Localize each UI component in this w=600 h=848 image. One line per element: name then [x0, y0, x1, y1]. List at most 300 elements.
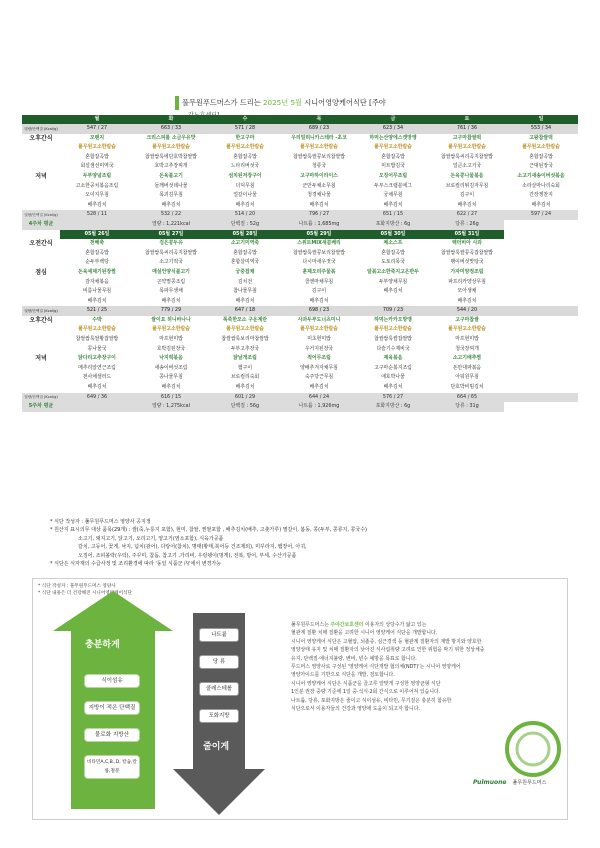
dinner-cell: 군만두채소무침	[302, 182, 336, 189]
kcal-cell: 597 / 24	[504, 210, 578, 220]
drink-cell: 풀무원고소한칼슘	[152, 144, 190, 151]
day-header: 토	[430, 115, 504, 124]
dinner-row	[22, 383, 578, 393]
dinner-cell: 돈육불고기	[159, 172, 183, 179]
dinner-cell: 소고기새송이버섯볶음	[517, 172, 565, 179]
dinner-cell: 고구마하이라이스	[300, 172, 338, 179]
lunch-cell: 찹쌀쌈룩쌀콩보리찹쌀밥	[293, 249, 345, 256]
dinner-cell: 두부양념조림	[82, 172, 112, 179]
lunch-cell: 가자미양정조림	[450, 268, 484, 275]
dinner-row	[22, 153, 578, 163]
drink-cell: 풀무원고소한칼슘	[226, 326, 264, 333]
dinner-row	[22, 201, 578, 211]
blank-cell	[504, 249, 578, 259]
day-header-row	[22, 115, 578, 124]
kcal-cell: 547 / 27	[60, 124, 134, 134]
date-header-row	[22, 230, 578, 240]
dinner-kcal-row	[22, 393, 578, 403]
avg-label: 5주차 평균	[22, 402, 60, 412]
snack-cell: 사과두부도너츠미니	[297, 316, 341, 323]
note-origin-meat: 소고기, 돼지고기, 닭고기, 오리고기, 양고기(염소포함), 식육가공품	[78, 535, 224, 542]
meal-menu-table	[22, 115, 578, 412]
blank-cell	[60, 402, 134, 412]
more-item-fiber: 식이섬유	[84, 674, 140, 688]
drink-cell: 풀무원고소한칼슘	[226, 144, 264, 151]
dinner-cell: 배추김치	[309, 201, 329, 208]
snack-cell: 수박	[92, 316, 102, 323]
avg-cell: 단백질 : 56g	[208, 402, 282, 412]
blank-label	[22, 335, 60, 345]
dinner-cell: 들깨버섯데나물	[154, 182, 188, 189]
dinner-cell: 얼갈이나물	[233, 192, 257, 199]
less-label: 줄이게	[203, 742, 230, 752]
pm-snack-row	[22, 316, 578, 326]
dinner-cell: 우거지된장국	[304, 345, 334, 352]
dinner-cell: 회설샘선미역국	[80, 163, 114, 170]
lunch-cell: 알볶고소한죽지고은반두	[367, 268, 419, 275]
infographic-body: 풀무원푸드머스는 주야간보호센터 이용자의 상당수가 앓고 있는 혈관계 질환 치매 질환을 고려한 시니어 영양케어 식단을 개발합니다. 시니어 영양케어 식단은 고혈압, 뇌졸증, 심근경색 등 혈관계 질환자의 재발 방지와 양호한 영양상태 유지 및 치매 질환자의 낮아진 식사섭취량 고려로 인한 위험을 막기 위한 정상체중 유지, 단백질·에너지불량, 변비, 빈수 예방을 목표로 합니다. 푸드머스 영양사로 구성된 '영양케어 식단개발 협의체(NDT)'는 시니어 영양케어 영양가이드를 기반으로 식단을 개발, 검토합니다. 시니어 영양케어 식단은 식품군을 골고루 알맞게 구성한 영양균형 식단 1인분 권장 중량 기준에 1일 중·석식·2회 간식으로 이루어져 있습니다. 나트륨, 당류, 포화지방은 줄이고 식이섬유, 비타민, 무기질은 충분히 함유한 식단으로서 이용자들의 건강과 영양에 도움이 되고자 합니다.	[291, 622, 485, 713]
dinner-cell: 청국장찌개	[455, 345, 479, 352]
kcal-cell: 796 / 27	[282, 210, 356, 220]
dinner-cell: 돈육콩나물볶음	[450, 172, 484, 179]
avg-cell: 당류 : 26g	[430, 220, 504, 230]
blank-cell	[504, 287, 578, 297]
lunch-cell: 배추김치	[161, 297, 181, 304]
dinner-cell: 마프현미밥	[159, 336, 183, 343]
more-item-vitamins: 비타민A,C,B.,D, 칼슘,칼륨,철분	[84, 755, 140, 779]
dinner-cell: 청류국	[311, 163, 327, 170]
lunch-cell: 두부양채무침	[378, 278, 408, 285]
less-item-sugar: 당 류	[199, 655, 239, 669]
dinner-cell: 배추김치	[383, 201, 403, 208]
blank-label	[22, 345, 60, 355]
dinner-cell: 아워원무침	[455, 374, 479, 381]
dinner-cell: 양배추겨자채무침	[300, 364, 338, 371]
kcal-cell: 623 / 34	[356, 124, 430, 134]
lunch-row	[22, 287, 578, 297]
avg-cell: 나트륨 : 1,926mg	[282, 402, 356, 412]
date-header: 05월 27일	[134, 230, 208, 240]
snack-cell: 천혜축	[89, 240, 105, 247]
dinner-cell: 간장쟁찬지	[529, 192, 553, 199]
kcal-cell: 521 / 25	[60, 306, 134, 316]
dinner-cell: 배추김치	[235, 384, 255, 391]
dinner-cell: 닭날개조림	[233, 355, 257, 362]
drink-cell: 풀무원고소한칼슘	[78, 144, 116, 151]
kcal-cell: 601 / 29	[208, 393, 282, 403]
dinner-cell: 미트밥김국	[381, 163, 405, 170]
dinner-cell: 호박고추장찌개	[154, 163, 188, 170]
lunch-cell: 순두부백탕	[85, 259, 109, 266]
snack-cell: 고구마찹쌀떡	[452, 134, 482, 141]
dinner-cell: 메추리알연근조림	[78, 364, 116, 371]
dinner-cell: 혼합잡곡밥	[529, 153, 553, 160]
avg-cell: 단백질 : 52g	[208, 220, 282, 230]
dinner-cell: 햄구이	[237, 364, 253, 371]
dinner-cell: 배추김치	[161, 384, 181, 391]
pm-snack-label: 오후간식	[29, 134, 53, 142]
snack-cell: 소고기미역죽	[230, 240, 260, 247]
kcal-cell: 663 / 33	[134, 124, 208, 134]
dinner-cell: 찹쌀쌈룩에단호박찹쌀밥	[145, 153, 197, 160]
date-header: 05월 26일	[60, 230, 134, 240]
dinner-cell: 궁채무침	[383, 192, 403, 199]
blank-cell	[504, 258, 578, 268]
dinner-cell: 청경채나물	[307, 192, 331, 199]
dinner-cell: 더덕무침	[235, 182, 255, 189]
blank-label	[22, 153, 60, 163]
dinner-cell: 콩나물무침	[159, 374, 183, 381]
dinner-cell: 근대된장국	[529, 163, 553, 170]
drink-cell: 풀무원고소한칼슘	[448, 326, 486, 333]
dinner-row	[22, 354, 578, 364]
drink-cell: 풀무원고소한칼슘	[374, 144, 412, 151]
lunch-cell: 참나물무침	[233, 288, 257, 295]
menu-corner	[22, 115, 60, 124]
dinner-cell: 배추김치	[235, 201, 255, 208]
lunch-cell: 배추김치	[87, 297, 107, 304]
dinner-label: 저녁	[35, 172, 47, 180]
lunch-cell: 배추김치	[235, 297, 255, 304]
kcal-cell: 616 / 15	[134, 393, 208, 403]
arrow-graphic	[33, 579, 283, 819]
blank-label	[22, 143, 60, 153]
kcal-row	[22, 124, 578, 134]
dinner-cell: 소라살마나리숙회	[522, 182, 560, 189]
date-header: 05월 31일	[430, 230, 504, 240]
title-accent-bar	[175, 96, 179, 110]
lunch-cell: 목파무생채	[159, 288, 183, 295]
dinner-cell: 혼합잡곡밥	[85, 153, 109, 160]
lunch-cell: 혼합잡곡밥	[233, 249, 257, 256]
kcal-cell: 532 / 22	[134, 210, 208, 220]
dinner-cell: 돈만대파볶음	[452, 364, 482, 371]
brand-logo	[473, 779, 546, 786]
dinner-cell: 배추김치	[87, 384, 107, 391]
blank-cell	[504, 316, 578, 326]
snack-cell: 쌀이요 허니바나나	[151, 316, 191, 323]
drink-cell: 풀무원고소한칼슘	[448, 144, 486, 151]
snack-cell: 하먹는산양에스캣망앵	[369, 134, 417, 141]
blank-cell	[504, 306, 578, 316]
drink-cell: 풀무원고소한칼슘	[152, 326, 190, 333]
avg-label: 4주차 평균	[22, 220, 60, 230]
blank-cell	[504, 335, 578, 345]
blank-cell	[504, 268, 578, 278]
day-header: 금	[356, 115, 430, 124]
kcal-label: 열량/단백질 (Kcal/g)	[22, 393, 60, 403]
dinner-cell: 배추김치	[383, 384, 403, 391]
snack-cell: 크리스피롤 소금우유맛	[146, 134, 196, 141]
blank-label	[22, 287, 60, 297]
lunch-cell: 찹쌀쌈룩씨리곡지찹쌀밥	[145, 249, 197, 256]
blank-cell	[504, 325, 578, 335]
blank-label	[22, 249, 60, 259]
snack-cell: 렉터비아 사과	[451, 240, 483, 247]
avg-cell: 열량 : 1,275kcal	[134, 402, 208, 412]
avg-cell: 열량 : 1,221kcal	[134, 220, 208, 230]
dinner-cell: 적어무조림	[307, 355, 331, 362]
blank-label	[22, 258, 60, 268]
blank-label	[22, 373, 60, 383]
dinner-cell: 호박김된장국	[156, 345, 186, 352]
dinner-row	[22, 364, 578, 374]
dinner-cell: 숙주당근무침	[304, 374, 334, 381]
blank-cell	[60, 220, 134, 230]
more-item-protein: 지방이 적은 단백질	[84, 701, 140, 715]
dinner-cell: 천사채샐러드	[82, 374, 112, 381]
snack-cell: 체소스프	[383, 240, 403, 247]
blank-label	[22, 364, 60, 374]
dinner-kcal-row	[22, 210, 578, 220]
more-label: 충분하게	[85, 640, 120, 650]
dinner-cell: 배추김치	[87, 201, 107, 208]
kcal-row	[22, 306, 578, 316]
kcal-cell: 698 / 23	[282, 306, 356, 316]
lunch-cell: 배추김치	[383, 288, 403, 295]
blank-label	[22, 201, 60, 211]
drink-cell: 풀무원고소한칼슘	[374, 326, 412, 333]
dinner-cell: 새송이버섯조림	[154, 364, 188, 371]
snack-cell: 폭죽한모소 구운계란	[222, 316, 268, 323]
note-origin-fish-2: 오징어, 조피볼락(우럭), 주꾸미, 참돔, 참고기 ,가리비, 우렁쉥이(멍게), 전복, 방어, 부세, 수산가공품	[78, 552, 297, 559]
pm-drink-row	[22, 143, 578, 153]
lunch-row	[22, 297, 578, 307]
dinner-cell: 닭다리고추장구이	[78, 355, 116, 362]
dinner-cell: 찹쌀쌈룩쌀콩보리찹쌀밥	[293, 153, 345, 160]
dinner-cell: 마프현미밥	[455, 336, 479, 343]
dinner-cell: 배추김치	[161, 201, 181, 208]
dinner-cell: 고구마순볶지조림	[374, 364, 412, 371]
lunch-row	[22, 249, 578, 259]
kcal-cell: 544 / 20	[430, 306, 504, 316]
dinner-cell: 콩나물국	[87, 345, 107, 352]
kcal-cell: 576 / 27	[356, 393, 430, 403]
kcal-cell: 779 / 29	[134, 306, 208, 316]
day-header: 일	[504, 115, 578, 124]
lunch-cell: 모아생채	[457, 288, 477, 295]
am-snack-row	[22, 239, 578, 249]
kcal-cell: 649 / 36	[60, 393, 134, 403]
kcal-label: 열량/단백질 (Kcal/g)	[22, 306, 60, 316]
snack-cell: 한고구마	[235, 134, 255, 141]
lunch-cell: 찹쌀쌈룩쌀콩곡잡찹쌀밥	[441, 249, 493, 256]
day-header: 월	[60, 115, 134, 124]
lunch-cell: 김치전	[237, 278, 253, 285]
dinner-cell: 소고기배추찜	[452, 355, 482, 362]
pm-drink-row	[22, 325, 578, 335]
lunch-cell: 매실언양식불고기	[152, 268, 190, 275]
lunch-cell: 팽이버섯맛탕국	[450, 259, 484, 266]
lunch-cell: 소고기떡국	[159, 259, 183, 266]
kcal-label: 열량/단백질 (Kcal/g)	[22, 124, 60, 134]
blank-label	[22, 191, 60, 201]
avg-cell: 당류 : 31g	[430, 402, 504, 412]
date-header: 05월 28일	[208, 230, 282, 240]
lunch-cell: 혼합잡곡밥	[85, 249, 109, 256]
dinner-cell: 낙지떡볶음	[159, 355, 183, 362]
dinner-row	[22, 373, 578, 383]
dinner-cell: 두부고추장국	[230, 345, 260, 352]
dinner-cell: 배추김치	[531, 201, 551, 208]
kcal-cell: 528 / 11	[60, 210, 134, 220]
blank-cell	[504, 364, 578, 374]
title-text: 풀무원푸드머스가 드리는 2025년 5월 시니어영양케어식단 [주야	[182, 98, 386, 107]
avg-row	[22, 402, 578, 412]
dinner-cell: 얼큰소고기국	[452, 163, 482, 170]
blank-cell	[504, 383, 578, 393]
blank-label	[22, 278, 60, 288]
dinner-row	[22, 335, 578, 345]
avg-cell: 나트륨 : 1,685mg	[282, 220, 356, 230]
snack-cell: 스위트MIX새콤베리	[297, 240, 341, 247]
note-change: * 식단은 식자재의 수급사정 및 조리환경에 따라 '동일 식품군 內'에서 변경가능	[50, 561, 222, 568]
pm-snack-row	[22, 134, 578, 144]
snack-cell: 고왕찹쌀떡	[529, 134, 553, 141]
infographic-tagline: * 식단 작성자 : 풀무원푸드머스 영양사 * 식단 내용은 더 건강해진 시니어영양케어식단	[38, 584, 132, 596]
lunch-cell: 혼합살미역국	[230, 259, 260, 266]
blank-cell	[504, 278, 578, 288]
kcal-cell: 709 / 23	[356, 306, 430, 316]
dinner-row	[22, 162, 578, 172]
dinner-cell: 혼합잡곡밥	[381, 153, 405, 160]
company-name: 풀무원푸드머스	[512, 780, 547, 786]
note-origin: * 원산지 표시의무 대상 품목(29개) : 쌀(죽,누룽지 포함), 현미, 찹쌀, 찐쌀포함 , 배추김치(배추, 고춧가루) 멸갈이, 봄동, 콩(두부, 콩류지, 콩국수)	[50, 527, 367, 534]
nutrition-infographic	[32, 578, 568, 820]
dinner-cell: 미초현미밥	[307, 336, 331, 343]
snack-cell: 고구마찹쌀	[455, 316, 479, 323]
decorative-circles-icon	[473, 719, 563, 779]
kcal-cell: 553 / 34	[504, 124, 578, 134]
blank-cell	[504, 239, 578, 249]
dinner-cell: 브로컬리숙회	[230, 374, 260, 381]
brand-name: Pulmuone	[473, 779, 507, 786]
kcal-cell: 571 / 28	[208, 124, 282, 134]
dinner-row	[22, 172, 578, 182]
blank-cell	[504, 345, 578, 355]
dinner-cell: 찹쌀쌈룩씨리곡지찹쌀밥	[441, 153, 493, 160]
blank-label	[22, 297, 60, 307]
dinner-cell: 다슬기수제비국	[376, 345, 410, 352]
drink-cell: 풀무원고소한칼슘	[78, 326, 116, 333]
menu-notes	[50, 518, 570, 568]
lunch-cell: 다시마새우젓국	[302, 259, 336, 266]
dinner-cell: 목괴김무침	[159, 192, 183, 199]
drink-cell: 풀무원고소한칼슘	[300, 144, 338, 151]
blank-label	[22, 325, 60, 335]
dinner-row	[22, 182, 578, 192]
dinner-row	[22, 345, 578, 355]
dinner-cell: 김구이	[459, 192, 475, 199]
lunch-cell: 콜엔마채무침	[304, 278, 334, 285]
day-header: 수	[208, 115, 282, 124]
dinner-cell: 혼합잡곡밥	[233, 153, 257, 160]
day-header: 목	[282, 115, 356, 124]
less-item-saturated-fat: 포화지방	[199, 709, 239, 723]
dinner-cell: 찹쌀쌈룩보리마찹쌀밥	[221, 336, 269, 343]
kcal-cell: 651 / 15	[356, 210, 430, 220]
lunch-cell: 곤약멸콩조림	[156, 278, 186, 285]
dinner-cell: 두부스크램블에그	[374, 182, 412, 189]
snack-cell: 하먹는카카오망앵	[374, 316, 412, 323]
dinner-cell: 찹쌀쌈룩쌀잡쌀밥	[374, 336, 412, 343]
lunch-cell: 궁중잡채	[235, 268, 255, 275]
note-origin-fish: 갈치, 고등어, 꽃게, 낙지, 넙치(광어), 다랑어(참치), 명태(황태,북어등 건조제외), 미꾸라지, 뱀장어, 아귀,	[78, 544, 307, 551]
kcal-cell: 761 / 36	[430, 124, 504, 134]
lunch-cell: 배추김치	[309, 297, 329, 304]
lunch-cell: 도토리목국	[381, 259, 405, 266]
lunch-label: 점심	[35, 268, 47, 276]
dinner-label: 저녁	[35, 355, 47, 363]
lunch-cell: 돈육셰제기된장찜	[78, 268, 116, 275]
kcal-cell: 664 / 65	[430, 393, 504, 403]
kcal-cell: 514 / 20	[208, 210, 282, 220]
date-header: 05월 30일	[356, 230, 430, 240]
menu-corner	[22, 230, 60, 240]
note-author: * 식단 작성자 : 풀무원푸드머스 영양사 공지정	[50, 519, 151, 525]
drink-cell: 풀무원고소한칼슘	[522, 144, 560, 151]
less-item-cholesterol: 콜레스테롤	[199, 682, 239, 696]
blank-label	[22, 383, 60, 393]
snack-cell: 우리밀허니카스테라 -초코	[291, 134, 347, 141]
lunch-cell: 감자채볶음	[85, 278, 109, 285]
snack-cell: 검은콩두유	[159, 240, 183, 247]
blank-cell	[504, 297, 578, 307]
dinner-cell: 배추김치	[457, 201, 477, 208]
more-item-fat: 물로화 지방산	[84, 728, 140, 742]
date-header: 05월 29일	[282, 230, 356, 240]
drink-cell: 풀무원고소한칼슘	[300, 326, 338, 333]
blank-label	[22, 182, 60, 192]
dinner-cell: 제육볶음	[383, 355, 403, 362]
avg-cell: 포화지방산 : 6g	[356, 402, 430, 412]
dinner-cell: 배추김치	[309, 384, 329, 391]
dinner-cell: 오징어무조림	[378, 172, 408, 179]
pm-snack-label: 오후간식	[29, 316, 53, 324]
lunch-row	[22, 258, 578, 268]
am-snack-label: 오전간식	[29, 240, 53, 248]
lunch-row	[22, 268, 578, 278]
lunch-cell: 비름나물무침	[82, 288, 112, 295]
kcal-cell: 644 / 24	[282, 393, 356, 403]
kcal-cell: 689 / 23	[282, 124, 356, 134]
dinner-cell: 애호박나물	[381, 374, 405, 381]
kcal-cell: 647 / 18	[208, 306, 282, 316]
less-item-sodium: 나트륨	[199, 628, 239, 642]
dinner-cell: 섬치된저장구이	[228, 172, 262, 179]
avg-row	[22, 220, 578, 230]
dinner-cell: 브로컬리튀김자무침	[445, 182, 489, 189]
dinner-cell: 느타리버섯국	[230, 163, 260, 170]
day-header: 화	[134, 115, 208, 124]
snack-cell: 모렌지	[89, 134, 105, 141]
blank-cell	[504, 373, 578, 383]
lunch-cell: 김구이	[311, 288, 327, 295]
avg-cell: 포화지방산 : 6g	[356, 220, 430, 230]
lunch-cell	[356, 297, 430, 307]
blank-cell	[504, 230, 578, 240]
blank-cell	[504, 354, 578, 364]
dinner-row	[22, 191, 578, 201]
lunch-cell: 배추김치	[457, 297, 477, 304]
dinner-cell: 고소한공치볶음조림	[75, 182, 119, 189]
dinner-cell: 찹쌀쌈룩쌀황잡쌀밥	[75, 336, 119, 343]
blank-cell	[504, 393, 578, 403]
dinner-cell: 단호박비빔김치	[450, 384, 484, 391]
lunch-cell: 훈제오리주물볶	[302, 268, 336, 275]
kcal-label: 열량/단백질 (Kcal/g)	[22, 210, 60, 220]
dinner-cell: 오이지무침	[85, 192, 109, 199]
